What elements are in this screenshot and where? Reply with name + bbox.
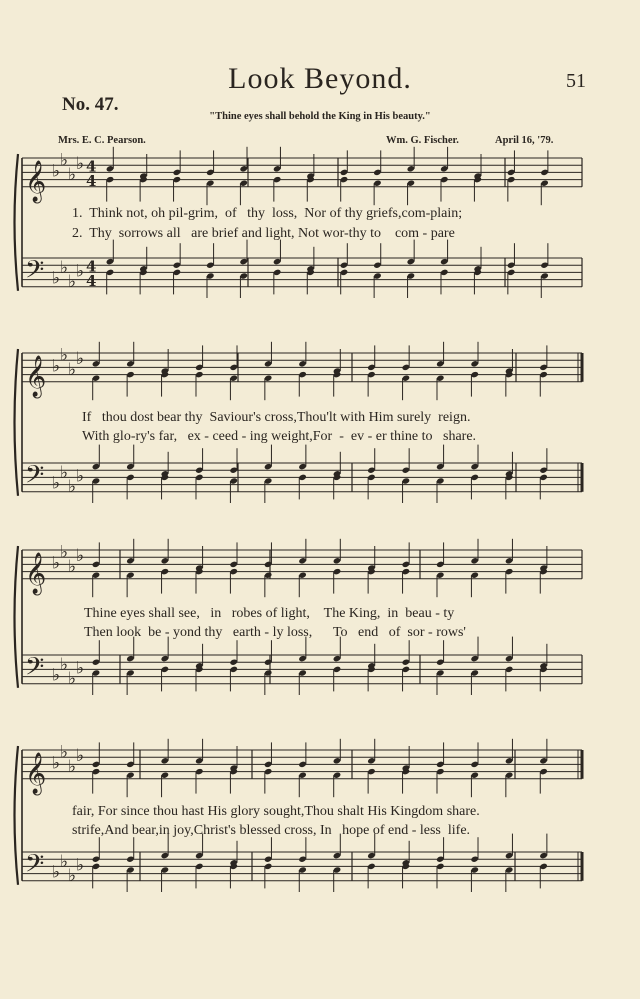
lyric-line-verse2: 2. Thy sorrows all are brief and light, Not wor-thy to com - pare (72, 226, 455, 241)
brace-icon (15, 546, 19, 688)
flat-icon: ♭ (60, 257, 69, 278)
flat-icon: ♭ (52, 161, 61, 182)
flat-icon: ♭ (68, 272, 77, 293)
flat-icon: ♭ (52, 356, 61, 377)
lyric-line-verse2: With glo-ry's far, ex - ceed - ing weight,For - ev - er thine to share. (82, 429, 477, 444)
flat-icon: ♭ (60, 542, 69, 563)
flat-icon: ♭ (68, 757, 77, 777)
flat-icon: ♭ (76, 261, 85, 282)
flat-icon: ♭ (52, 553, 61, 574)
flat-icon: ♭ (76, 746, 85, 767)
flat-icon: ♭ (60, 150, 69, 171)
hymn-number: No. 47. (62, 94, 119, 115)
lyric-line-verse1: 1. Think not, oh pil-grim, of thy loss, Nor of thy griefs,com-plain; (72, 206, 463, 221)
flat-icon: ♭ (76, 154, 85, 175)
time-signature: 4 (86, 171, 97, 190)
author-credit: Mrs. E. C. Pearson. (58, 135, 146, 146)
time-signature: 4 (86, 271, 97, 290)
flat-icon: ♭ (60, 345, 69, 366)
bass-clef-icon: 𝄢 (25, 849, 45, 885)
treble-clef-icon: 𝄞 (25, 752, 47, 794)
hymn-title: Look Beyond. (228, 62, 412, 95)
lyric-line-verse1: fair, For since thou hast His glory sought,Thou shalt His Kingdom share. (72, 804, 480, 819)
treble-clef-icon: 𝄞 (25, 160, 47, 202)
lyric-line-verse2: Then look be - yond thy earth - ly loss, To end of sor - rows' (84, 625, 466, 640)
flat-icon: ♭ (60, 654, 69, 675)
flat-icon: ♭ (52, 862, 61, 883)
composition-date: April 16, '79. (495, 135, 554, 146)
flat-icon: ♭ (68, 477, 77, 498)
lyric-line-verse1: If thou dost bear thy Saviour's cross,Thou'lt with Him surely reign. (82, 410, 471, 425)
flat-icon: ♭ (76, 466, 85, 487)
flat-icon: ♭ (76, 546, 85, 567)
flat-icon: ♭ (76, 855, 85, 876)
flat-icon: ♭ (52, 268, 61, 289)
time-signature: 4 (86, 257, 97, 276)
treble-clef-icon: 𝄞 (25, 552, 47, 594)
flat-icon: ♭ (52, 753, 61, 774)
bass-clef-icon: 𝄢 (25, 460, 45, 496)
composer-credit: Wm. G. Fischer. (386, 135, 459, 146)
flat-icon: ♭ (60, 742, 69, 763)
flat-icon: ♭ (76, 658, 85, 679)
lyric-line-verse1: Thine eyes shall see, in robes of light, The King, in beau - ty (84, 606, 455, 621)
brace-icon (15, 154, 19, 291)
flat-icon: ♭ (68, 165, 77, 185)
epigraph: "Thine eyes shall behold the King in His beauty." (209, 111, 431, 122)
flat-icon: ♭ (68, 360, 77, 380)
flat-icon: ♭ (60, 851, 69, 872)
page-number: 51 (566, 70, 586, 92)
flat-icon: ♭ (68, 557, 77, 577)
flat-icon: ♭ (52, 473, 61, 494)
time-signature: 4 (86, 157, 97, 176)
flat-icon: ♭ (52, 665, 61, 686)
bass-clef-icon: 𝄢 (25, 652, 45, 688)
flat-icon: ♭ (68, 669, 77, 690)
lyric-line-verse2: strife,And bear,in joy,Christ's blessed cross, In hope of end - less life. (72, 823, 471, 838)
brace-icon (15, 349, 19, 496)
bass-clef-icon: 𝄢 (25, 255, 45, 291)
flat-icon: ♭ (60, 462, 69, 483)
brace-icon (15, 746, 19, 885)
treble-clef-icon: 𝄞 (25, 355, 47, 397)
flat-icon: ♭ (68, 866, 77, 887)
flat-icon: ♭ (76, 349, 85, 370)
